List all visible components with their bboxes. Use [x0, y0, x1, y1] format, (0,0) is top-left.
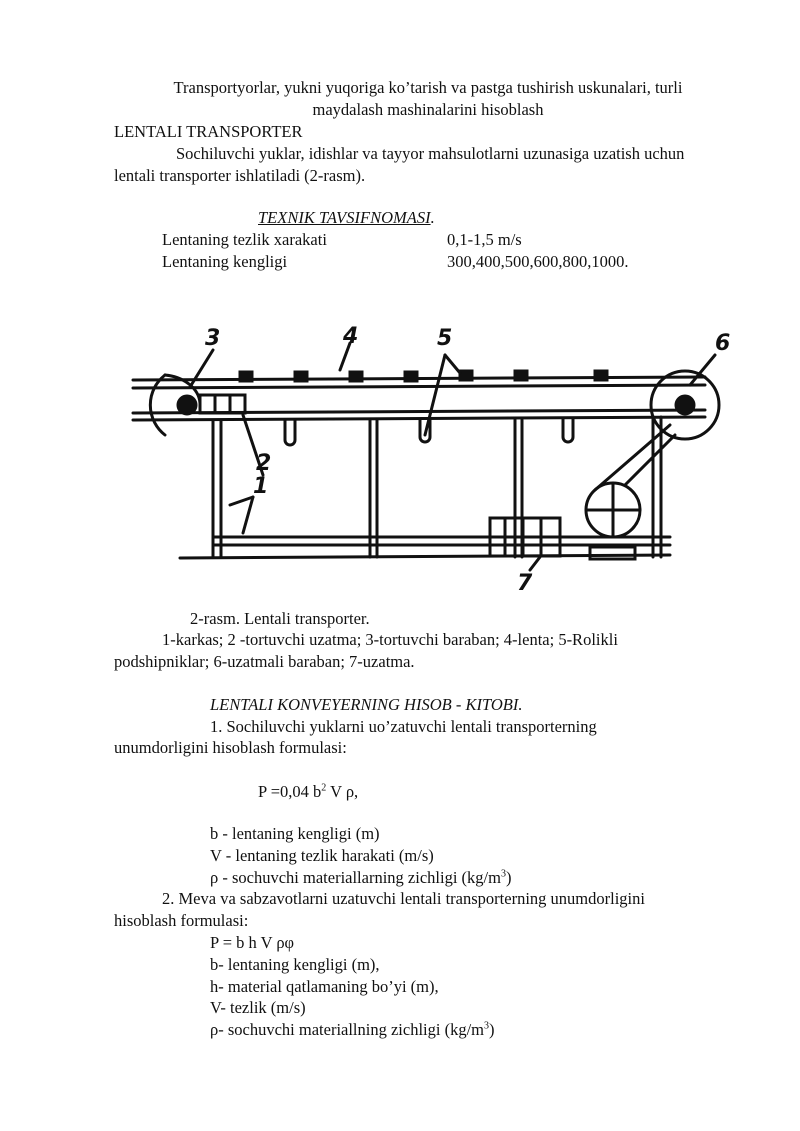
- definition-text: ρ - sochuvchi materiallarning zichligi (kg/m: [210, 868, 501, 887]
- figure-caption: 2-rasm. Lentali transporter.: [190, 609, 370, 628]
- label-6: 6: [715, 331, 731, 356]
- definition-item: [210, 1019, 495, 1040]
- spec-label: Lentaning tezlik xarakati: [162, 230, 327, 249]
- belt-top-inner-line: [133, 385, 705, 388]
- unit-exponent: 3: [484, 1020, 489, 1032]
- figure-legend-line-1: 1-karkas; 2 -tortuvchi uzatma; 3-tortuvchi baraban; 4-lenta; 5-Rolikli: [162, 630, 618, 649]
- unit-exponent: 3: [500, 868, 506, 880]
- drive-belt: [595, 425, 670, 490]
- specs-heading-text: TEXNIK TAVSIFNOMASI: [258, 208, 431, 227]
- label-7: 7: [517, 571, 533, 596]
- calc-item-2-line-2: hisoblash formulasi:: [114, 911, 249, 930]
- definition-item: V- tezlik (m/s): [210, 998, 306, 1017]
- title-line-2: maydalash mashinalarini hisoblash: [312, 100, 544, 119]
- belt-top-line: [133, 377, 705, 380]
- label-5: 5: [437, 326, 453, 351]
- calc-heading: LENTALI KONVEYERNING HISOB - KITOBI.: [210, 695, 523, 714]
- formula-2: P = b h V ρφ: [210, 933, 295, 952]
- calc-item-1-line-1: 1. Sochiluvchi yuklarni uo’zatuvchi lentali transporterning: [210, 717, 597, 736]
- formula-1-exponent: 2: [321, 782, 327, 794]
- definition-text: ρ- sochuvchi materiallning zichligi (kg/m: [210, 1020, 484, 1039]
- formula-1-rest: V ρ,: [326, 782, 359, 801]
- figure-legend-line-2: podshipniklar; 6-uzatmali baraban; 7-uzatma.: [114, 652, 415, 671]
- right-drum-hub: [676, 396, 694, 414]
- conveyor-figure: [125, 325, 745, 605]
- definition-item: b- lentaning kengligi (m),: [210, 955, 380, 974]
- formula-1-text: P =0,04 b: [258, 782, 322, 801]
- definition-item: V - lentaning tezlik harakati (m/s): [210, 846, 434, 865]
- definition-item: [210, 867, 511, 888]
- label-3: 3: [205, 326, 221, 351]
- spec-value: 300,400,500,600,800,1000.: [447, 252, 629, 271]
- conveyor-drawing: [125, 325, 745, 605]
- definition-item: h- material qatlamaning bo’yi (m),: [210, 977, 439, 996]
- label-1: 1: [253, 474, 269, 499]
- section-heading: LENTALI TRANSPORTER: [114, 122, 303, 141]
- title-line-1: Transportyorlar, yukni yuqoriga ko’tarish va pastga tushirish uskunalari, turli: [173, 78, 683, 97]
- label-2: 2: [256, 451, 272, 476]
- label-4: 4: [343, 325, 359, 349]
- spec-value: 0,1-1,5 m/s: [447, 230, 522, 249]
- specs-heading-suffix: .: [430, 208, 435, 227]
- definition-item: b - lentaning kengligi (m): [210, 824, 380, 843]
- calc-item-2-line-1: 2. Meva va sabzavotlarni uzatuvchi lentali transporterning unumdorligini: [162, 889, 645, 908]
- formula-1: [258, 781, 358, 802]
- intro-line-1: Sochiluvchi yuklar, idishlar va tayyor mahsulotlarni uzunasiga uzatish uchun: [176, 144, 685, 163]
- left-drum-arc: [150, 375, 165, 435]
- definition-close: ): [489, 1020, 495, 1039]
- drive-base: [590, 547, 635, 559]
- specs-heading: [258, 207, 435, 228]
- spec-label: Lentaning kengligi: [162, 252, 288, 271]
- left-drum-hub: [178, 396, 196, 414]
- definition-close: ): [505, 868, 512, 887]
- tension-device: [200, 395, 245, 413]
- calc-item-1-line-2: unumdorligini hisoblash formulasi:: [114, 738, 347, 757]
- intro-line-2: lentali transporter ishlatiladi (2-rasm).: [114, 166, 366, 185]
